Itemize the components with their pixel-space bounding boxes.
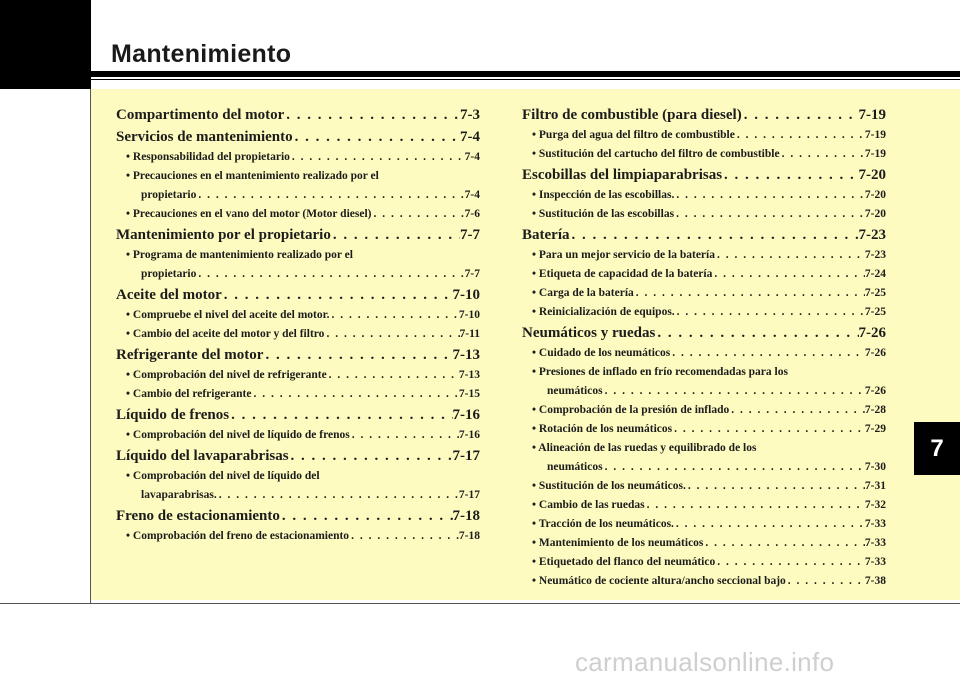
toc-entry-title: Escobillas del limpiaparabrisas <box>522 167 723 183</box>
toc-entry-title: lavaparabrisas. <box>141 489 217 501</box>
toc-page-number: 7-25 <box>864 306 886 318</box>
toc-leader-dots <box>252 385 459 404</box>
toc-entry-title: • Cambio del refrigerante <box>126 388 252 400</box>
toc-page-number: 7-31 <box>864 480 886 492</box>
watermark: carmanualsonline.info <box>575 647 835 677</box>
toc-entry[interactable] <box>116 126 480 148</box>
toc-subentry[interactable] <box>522 553 886 572</box>
toc-entry-title: propietario <box>141 189 197 201</box>
toc-leader-dots <box>327 366 459 385</box>
toc-leader-dots <box>675 303 865 322</box>
toc-entry[interactable] <box>116 104 480 126</box>
toc-entry-title: • Sustitución del cartucho del filtro de combustible <box>532 148 780 160</box>
toc-entry-title: Neumáticos y ruedas <box>522 325 656 341</box>
toc-subentry[interactable] <box>116 486 480 505</box>
toc-subentry[interactable] <box>116 325 480 344</box>
toc-subentry-heading: • Precauciones en el mantenimiento realizado por el <box>126 170 379 182</box>
toc-page-number: 7-4 <box>460 129 480 145</box>
toc-entry-title: Aceite del motor <box>116 287 222 303</box>
toc-entry-title: • Sustitución de los neumáticos. <box>532 480 686 492</box>
toc-page-number: 7-25 <box>864 287 886 299</box>
toc-page-number: 7-20 <box>864 189 886 201</box>
toc-leader-dots <box>569 224 858 246</box>
toc-entry-title: • Cambio del aceite del motor y del filtro <box>126 328 325 340</box>
toc-entry-title: • Rotación de los neumáticos <box>532 423 673 435</box>
toc-subentry[interactable] <box>116 426 480 445</box>
toc-leader-dots <box>742 104 859 126</box>
toc-page-number: 7-29 <box>864 423 886 435</box>
toc-subentry[interactable] <box>522 145 886 164</box>
toc-page-number: 7-33 <box>864 518 886 530</box>
toc-subentry[interactable] <box>522 458 886 477</box>
toc-subentry[interactable] <box>522 401 886 420</box>
toc-subentry[interactable] <box>522 496 886 515</box>
toc-leader-dots <box>222 284 453 306</box>
toc-subentry[interactable] <box>522 303 886 322</box>
toc-subentry-heading: • Presiones de inflado en frío recomendadas para los <box>532 366 788 378</box>
toc-leader-dots <box>670 344 865 363</box>
toc-subentry[interactable] <box>116 186 480 205</box>
toc-subentry[interactable] <box>116 205 480 224</box>
toc-entry-title: propietario <box>141 268 197 280</box>
toc-leader-dots <box>729 401 865 420</box>
toc-entry-title: • Neumático de cociente altura/ancho seccional bajo <box>532 575 786 587</box>
toc-subentry[interactable] <box>522 477 886 496</box>
toc-leader-dots <box>350 426 459 445</box>
toc-page-number: 7-26 <box>864 347 886 359</box>
toc-entry[interactable] <box>116 445 480 467</box>
toc-leader-dots <box>217 486 459 505</box>
toc-page-number: 7-26 <box>864 385 886 397</box>
toc-leader-dots <box>330 306 459 325</box>
toc-leader-dots <box>349 527 459 546</box>
toc-entry-title: Filtro de combustible (para diesel) <box>522 107 742 123</box>
toc-subentry[interactable] <box>522 265 886 284</box>
toc-entry-title: neumáticos <box>547 385 603 397</box>
toc-leader-dots <box>674 205 865 224</box>
toc-entry[interactable] <box>522 104 886 126</box>
toc-subentry[interactable] <box>522 246 886 265</box>
toc-page-number: 7-17 <box>452 448 480 464</box>
toc-page-number: 7-17 <box>458 489 480 501</box>
toc-entry-title: • Para un mejor servicio de la batería <box>532 249 715 261</box>
toc-subentry[interactable] <box>522 572 886 591</box>
toc-entry-title: • Carga de la batería <box>532 287 634 299</box>
toc-entry-title: Mantenimiento por el propietario <box>116 227 331 243</box>
toc-leader-dots <box>703 534 865 553</box>
toc-leader-dots <box>196 186 464 205</box>
toc-entry-title: Líquido de frenos <box>116 407 230 423</box>
toc-entry-title: Batería <box>522 227 570 243</box>
toc-column-right <box>522 104 886 591</box>
toc-page-number: 7-16 <box>458 429 480 441</box>
toc-leader-dots <box>293 126 460 148</box>
toc-subentry[interactable] <box>522 284 886 303</box>
toc-subentry[interactable] <box>522 515 886 534</box>
toc-page-number: 7-28 <box>864 404 886 416</box>
toc-page-number: 7-4 <box>464 151 480 163</box>
toc-entry-title: Refrigerante del motor <box>116 347 264 363</box>
toc-subentry[interactable] <box>116 148 480 167</box>
toc-entry-title: • Precauciones en el vano del motor (Motor diesel) <box>126 208 372 220</box>
toc-entry-title: • Reinicialización de equipos. <box>532 306 675 318</box>
toc-page-number: 7-18 <box>452 508 480 524</box>
toc-page-number: 7-10 <box>458 309 480 321</box>
header-black-block <box>0 0 91 89</box>
toc-entry[interactable] <box>522 164 886 186</box>
toc-page-number: 7-13 <box>458 369 480 381</box>
left-margin-line <box>90 89 91 604</box>
toc-page-number: 7-24 <box>864 268 886 280</box>
toc-entry[interactable] <box>522 322 886 344</box>
toc-subentry[interactable] <box>116 366 480 385</box>
toc-entry-title: • Cambio de las ruedas <box>532 499 645 511</box>
toc-page-number: 7-16 <box>452 407 480 423</box>
toc-leader-dots <box>280 505 453 527</box>
toc-leader-dots <box>371 205 464 224</box>
toc-leader-dots <box>735 126 865 145</box>
toc-leader-dots <box>715 553 865 572</box>
toc-page-number: 7-23 <box>864 249 886 261</box>
toc-page-number: 7-11 <box>459 328 480 340</box>
toc-page-number: 7-3 <box>460 107 480 123</box>
toc-entry-title: • Comprobación del nivel de líquido de frenos <box>126 429 350 441</box>
toc-page-number: 7-10 <box>452 287 480 303</box>
toc-entry[interactable] <box>522 224 886 246</box>
toc-subentry[interactable] <box>522 534 886 553</box>
toc-subentry[interactable] <box>116 265 480 284</box>
toc-entry-title: Líquido del lavaparabrisas <box>116 448 289 464</box>
page-title: Mantenimiento <box>111 40 292 68</box>
toc-page-number: 7-20 <box>864 208 886 220</box>
toc-leader-dots <box>655 322 858 344</box>
toc-subentry[interactable] <box>522 205 886 224</box>
toc-leader-dots <box>284 104 460 126</box>
toc-leader-dots <box>289 445 453 467</box>
toc-leader-dots <box>786 572 865 591</box>
toc-column-left <box>116 104 480 546</box>
toc-leader-dots <box>672 420 865 439</box>
toc-entry-title: • Comprobación del nivel de refrigerante <box>126 369 327 381</box>
toc-leader-dots <box>780 145 865 164</box>
toc-leader-dots <box>229 404 452 426</box>
toc-subentry[interactable] <box>522 186 886 205</box>
toc-leader-dots <box>603 382 865 401</box>
toc-page-number: 7-19 <box>864 129 886 141</box>
toc-page-number: 7-33 <box>864 556 886 568</box>
toc-page-number: 7-15 <box>458 388 480 400</box>
toc-entry-title: Servicios de mantenimiento <box>116 129 293 145</box>
toc-entry[interactable] <box>116 224 480 246</box>
toc-page-number: 7-23 <box>858 227 886 243</box>
toc-entry-title: • Comprobación de la presión de inflado <box>532 404 730 416</box>
toc-entry[interactable] <box>116 284 480 306</box>
toc-page-number: 7-18 <box>458 530 480 542</box>
chapter-tab[interactable]: 7 <box>914 422 960 475</box>
toc-leader-dots <box>324 325 459 344</box>
toc-page-number: 7-20 <box>858 167 886 183</box>
toc-page-number: 7-19 <box>858 107 886 123</box>
toc-subentry[interactable] <box>522 344 886 363</box>
toc-subentry-heading: • Alineación de las ruedas y equilibrado de los <box>532 442 757 454</box>
toc-entry-title: Compartimento del motor <box>116 107 285 123</box>
toc-entry-title: Freno de estacionamiento <box>116 508 280 524</box>
toc-page-number: 7-7 <box>460 227 480 243</box>
toc-entry-title: neumáticos <box>547 461 603 473</box>
toc-page-number: 7-33 <box>864 537 886 549</box>
toc-leader-dots <box>634 284 865 303</box>
toc-entry[interactable] <box>116 344 480 366</box>
header-rule-thick <box>91 71 960 77</box>
toc-entry-title: • Comprobación del freno de estacionamiento <box>126 530 350 542</box>
toc-entry-title: • Purga del agua del filtro de combustible <box>532 129 735 141</box>
toc-leader-dots <box>722 164 858 186</box>
bottom-rule <box>0 603 960 604</box>
toc-subentry[interactable] <box>522 382 886 401</box>
toc-subentry[interactable] <box>116 385 480 404</box>
toc-subentry-heading: • Comprobación del nivel de líquido del <box>126 470 320 482</box>
toc-leader-dots <box>715 246 865 265</box>
toc-subentry[interactable] <box>116 306 480 325</box>
toc-leader-dots <box>263 344 452 366</box>
toc-entry-title: • Inspección de las escobillas. <box>532 189 675 201</box>
toc-leader-dots <box>686 477 865 496</box>
toc-leader-dots <box>290 148 465 167</box>
toc-leader-dots <box>331 224 460 246</box>
toc-leader-dots <box>603 458 865 477</box>
toc-page-number: 7-4 <box>464 189 480 201</box>
toc-entry-title: • Sustitución de las escobillas <box>532 208 675 220</box>
toc-entry-title: • Cuidado de los neumáticos <box>532 347 671 359</box>
toc-page-number: 7-13 <box>452 347 480 363</box>
toc-subentry[interactable] <box>116 527 480 546</box>
toc-page-number: 7-32 <box>864 499 886 511</box>
header-rule-thin <box>91 79 960 80</box>
toc-leader-dots <box>674 186 865 205</box>
toc-entry-title: • Mantenimiento de los neumáticos <box>532 537 704 549</box>
toc-entry[interactable] <box>116 404 480 426</box>
toc-page-number: 7-38 <box>864 575 886 587</box>
toc-leader-dots <box>196 265 464 284</box>
toc-entry-title: • Compruebe el nivel del aceite del motor. <box>126 309 330 321</box>
toc-entry[interactable] <box>116 505 480 527</box>
toc-page-number: 7-30 <box>864 461 886 473</box>
toc-subentry[interactable] <box>522 126 886 145</box>
toc-subentry[interactable] <box>522 420 886 439</box>
toc-entry-title: • Responsabilidad del propietario <box>126 151 290 163</box>
toc-subentry-heading: • Programa de mantenimiento realizado por el <box>126 249 353 261</box>
toc-page-number: 7-19 <box>864 148 886 160</box>
toc-leader-dots <box>645 496 865 515</box>
toc-page-number: 7-7 <box>464 268 480 280</box>
toc-entry-title: • Etiquetado del flanco del neumático <box>532 556 716 568</box>
toc-entry-title: • Etiqueta de capacidad de la batería <box>532 268 713 280</box>
toc-page-number: 7-6 <box>464 208 480 220</box>
toc-leader-dots <box>712 265 865 284</box>
toc-leader-dots <box>674 515 865 534</box>
toc-entry-title: • Tracción de los neumáticos. <box>532 518 674 530</box>
toc-page-number: 7-26 <box>858 325 886 341</box>
